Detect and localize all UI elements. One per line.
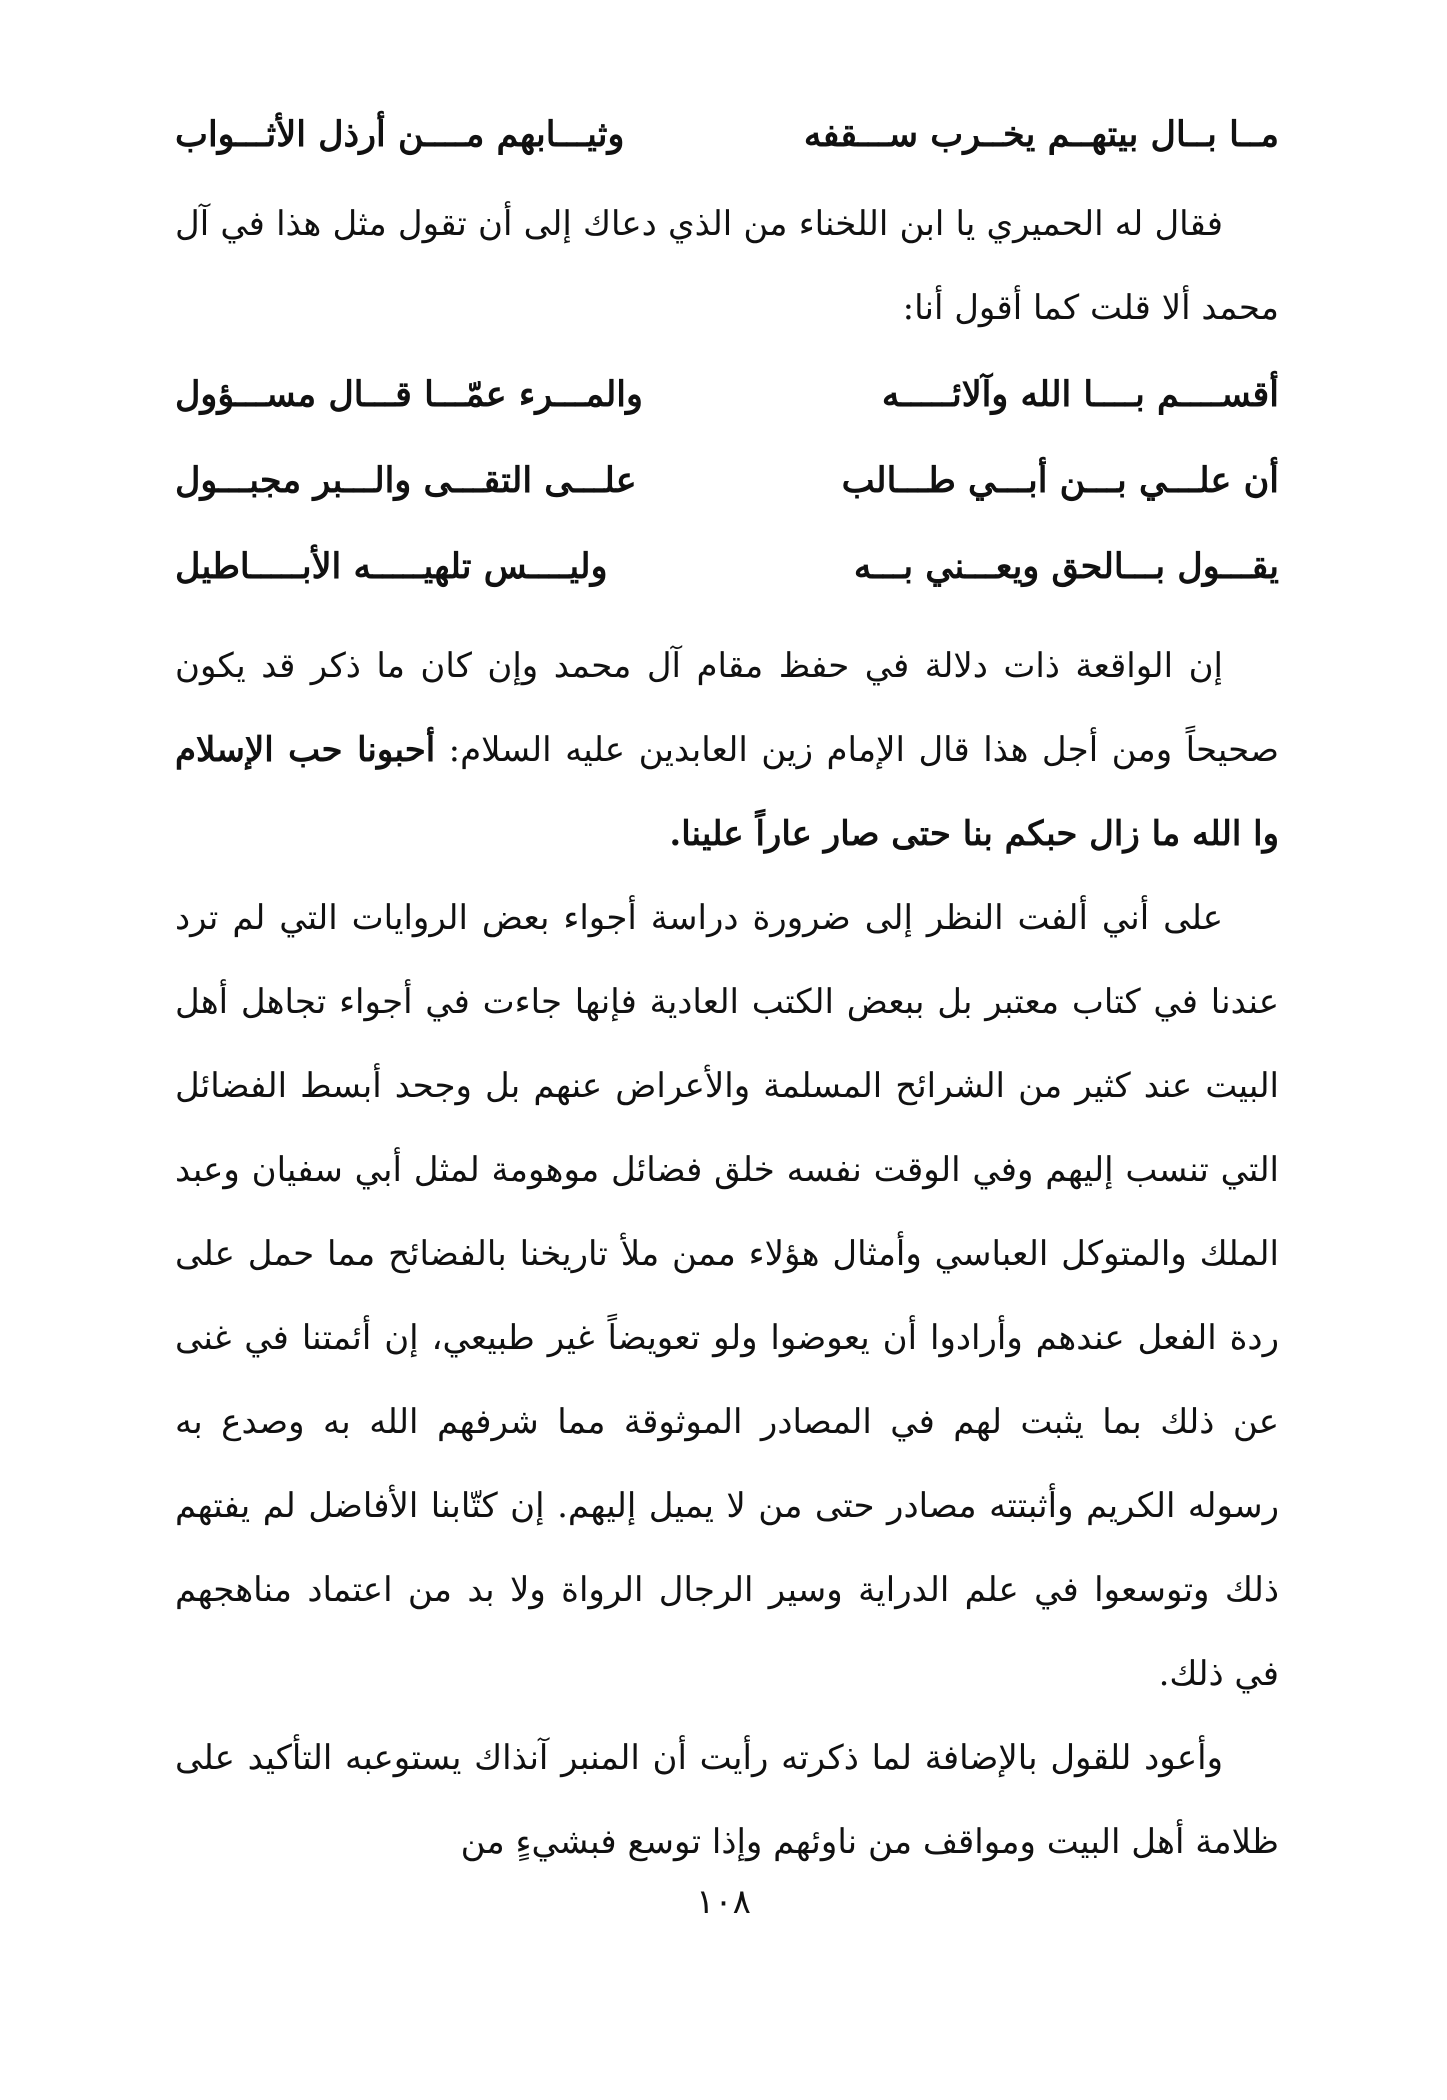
verse-hemistich-second: وليــــس تلهيـــــه الأبـــــاطيل — [175, 546, 608, 587]
imam-quote: أحبونا حب الإسلام وا الله ما زال حبكم بنا حتى صار عاراً علينا. — [175, 730, 1279, 854]
verse-hemistich-second: والمـــرء عمّـــا قـــال مســـؤول — [175, 374, 643, 415]
intro-paragraph: فقال له الحميري يا ابن اللخناء من الذي دعاك إلى أن تقول مثل هذا في آل محمد ألا قلت كما أقول أنا: — [175, 204, 1279, 328]
poem-block — [175, 352, 1279, 610]
paragraph-minbar: وأعود للقول بالإضافة لما ذكرته رأيت أن المنبر آنذاك يستوعبه التأكيد على ظلامة أهل البيت ومواقف من ناوئهم وإذا توسع فبشيءٍ من — [175, 1738, 1279, 1862]
verse-hemistich-second: وثيـــابهم مــــن أرذل الأثـــواب — [175, 114, 625, 155]
paragraph-text: إن الواقعة ذات دلالة في حفظ مقام آل محمد وإن كان ما ذكر قد يكون صحيحاً ومن أجل هذا قال الإمام زين العابدين عليه السلام: — [175, 646, 1279, 770]
page-number: ١٠٨ — [696, 1882, 751, 1922]
verse-hemistich-second: علـــى التقـــى والـــبر مجبـــول — [175, 460, 637, 501]
verse-hemistich-first: يقـــول بـــالحق ويعـــني بـــه — [853, 546, 1279, 587]
poem-verse — [175, 352, 1279, 438]
paragraph-waqia — [175, 624, 1279, 876]
poem-verse-top — [175, 92, 1279, 178]
poem-verse — [175, 524, 1279, 610]
verse-hemistich-first: أقســــم بــــا الله وآلائـــــه — [881, 374, 1279, 415]
verse-hemistich-first: أن علـــي بـــن أبـــي طـــالب — [841, 460, 1279, 501]
verse-hemistich-first: مــا بــال بيتهــم يخــرب ســـقفه — [803, 114, 1279, 155]
poem-verse — [175, 438, 1279, 524]
paragraph-narrations: على أني ألفت النظر إلى ضرورة دراسة أجواء بعض الروايات التي لم ترد عندنا في كتاب معتبر بل ببعض الكتب العادية فإنها جاءت في أجواء تجاهل أهل البيت عند كثير من الشرائح المسلمة والأعراض عنهم بل وجحد أبسط الفضائل التي تنسب إليهم وفي الوقت نفسه خلق فضائل موهومة لمثل أبي سفيان وعبد الملك والمتوكل العباسي وأمثال هؤلاء ممن ملأ تاريخنا بالفضائح مما حمل على ردة الفعل عندهم وأرادوا أن يعوضوا ولو تعويضاً غير طبيعي، إن أئمتنا في غنى عن ذلك بما يثبت لهم في المصادر الموثوقة مما شرفهم الله به وصدع به رسوله الكريم وأثبتته مصادر حتى من لا يميل إليهم. إن كتّابنا الأفاضل لم يفتهم ذلك وتوسعوا في علم الدراية وسير الرجال الرواة ولا بد من اعتماد مناهجهم في ذلك. — [175, 898, 1279, 1694]
